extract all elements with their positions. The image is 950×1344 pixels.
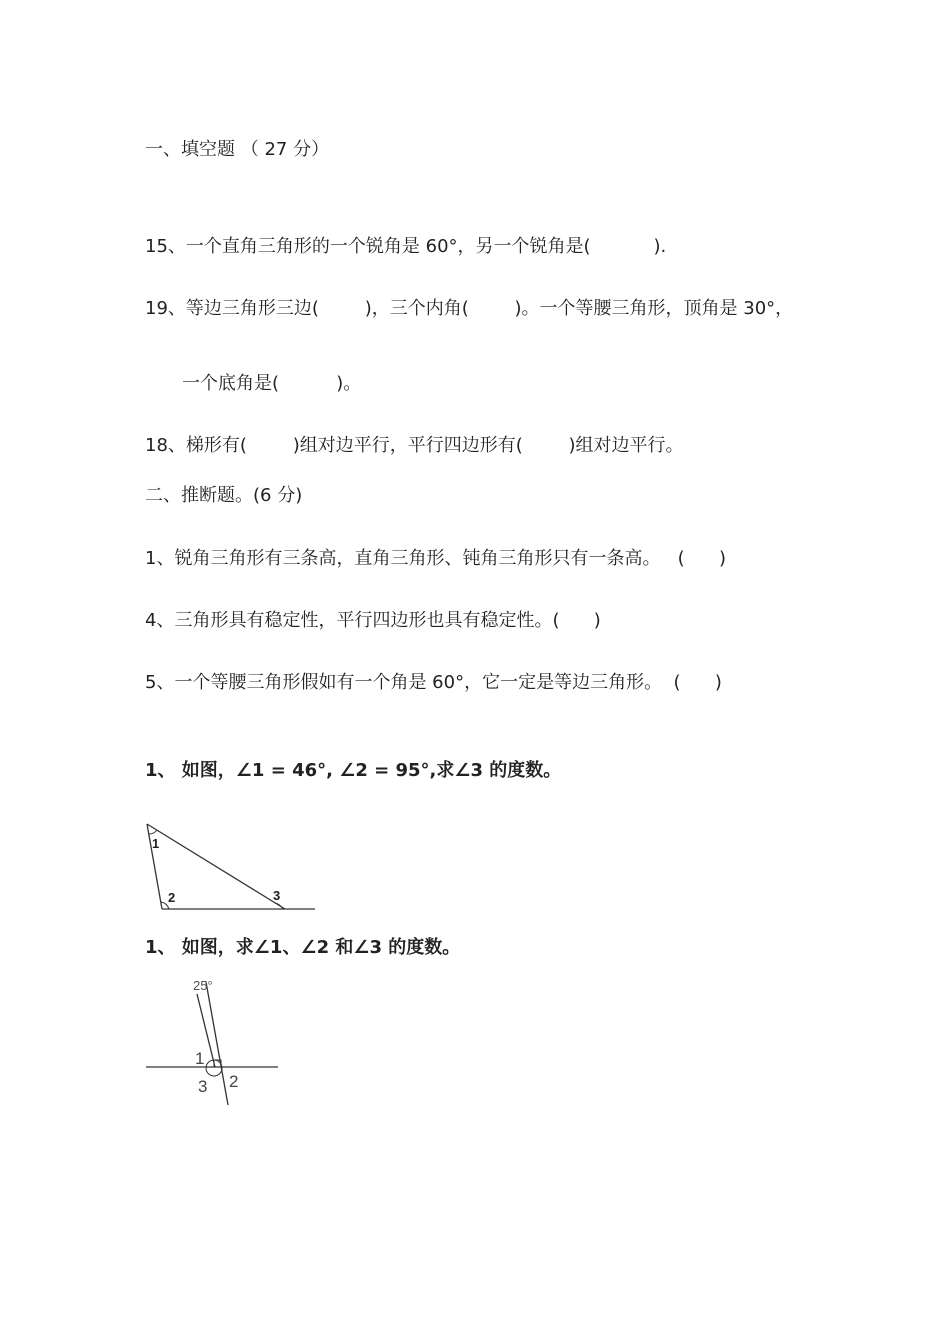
judge-question-4: 4、三角形具有稳定性，平行四边形也具有稳定性。( ) (145, 610, 601, 631)
question-19-line-1: 19、等边三角形三边( )，三个内角( )。一个等腰三角形，顶角是 30°， (145, 298, 794, 319)
lines-label-1: 1 (195, 1049, 205, 1068)
triangle-label-3: 3 (273, 888, 281, 903)
angle-1-arc (149, 830, 157, 834)
question-15: 15、一个直角三角形的一个锐角是 60°，另一个锐角是( ). (145, 236, 667, 257)
triangle-label-1: 1 (152, 836, 160, 851)
lines-label-2: 2 (229, 1072, 239, 1091)
lines-label-3: 3 (198, 1077, 208, 1096)
question-19-line-2: 一个底角是( )。 (182, 373, 362, 394)
triangle-label-2: 2 (168, 890, 176, 905)
intersecting-lines-figure (140, 972, 285, 1112)
question-18: 18、梯形有( )组对边平行，平行四边形有( )组对边平行。 (145, 435, 684, 456)
judge-question-1: 1、锐角三角形有三条高，直角三角形、钝角三角形只有一条高。 ( ) (145, 548, 726, 569)
section-fill-blank-heading: 一、填空题 （ 27 分） (145, 139, 330, 160)
judge-question-5: 5、一个等腰三角形假如有一个角是 60°，它一定是等边三角形。 ( ) (145, 672, 722, 693)
section-judge-heading: 二、推断题。(6 分) (145, 485, 303, 506)
angle-25-label: 25° (193, 978, 213, 993)
calc-question-1a: 1、 如图，∠1 = 46°, ∠2 = 95°,求∠3 的度数。 (145, 760, 562, 781)
triangle-figure (140, 818, 320, 914)
calc-question-1b: 1、 如图，求∠1、∠2 和∠3 的度数。 (145, 937, 461, 958)
